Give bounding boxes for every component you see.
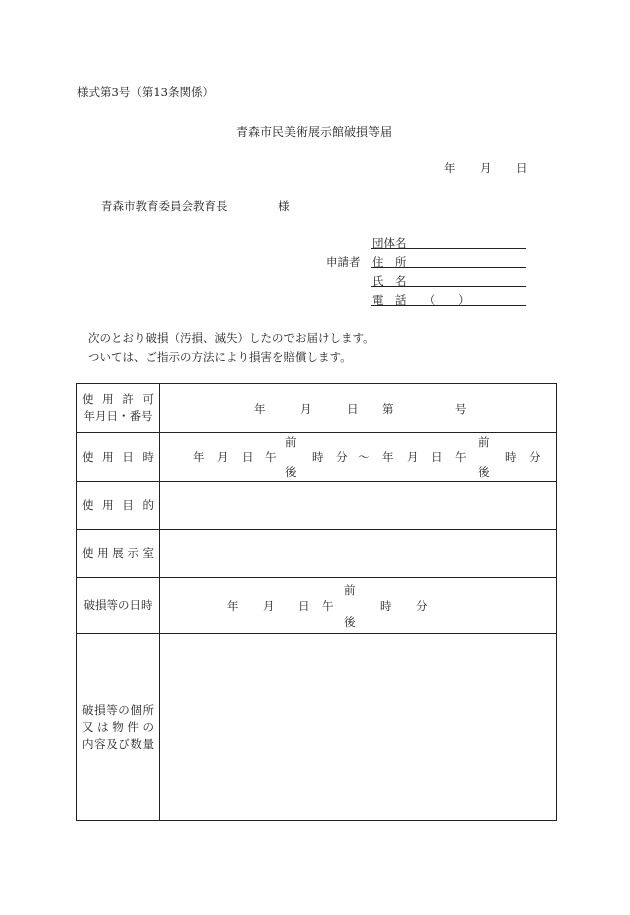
damage-time-label: 破損等の日時	[83, 598, 153, 612]
form-title: 青森市民美術展示館破損等届	[236, 125, 393, 139]
damage-time-value-cell[interactable]	[160, 578, 557, 634]
damage-time-row	[77, 578, 557, 634]
permit-dai: 第	[382, 402, 394, 416]
usage-day-2: 日	[431, 450, 443, 464]
address-label: 住 所	[372, 255, 407, 269]
form-number: 様式第3号（第13条関係）	[77, 85, 214, 99]
addressee-name: 青森市教育委員会教育長	[101, 199, 228, 213]
damage-report-table	[76, 383, 557, 821]
damage-month: 月	[263, 599, 275, 613]
phone-field[interactable]	[371, 305, 526, 306]
damage-day: 日	[298, 599, 310, 613]
details-label-line-1: 破損等の個所	[82, 702, 154, 717]
usage-time-row	[77, 433, 557, 482]
room-label: 使用展示室	[82, 546, 154, 560]
date-month-label: 月	[480, 161, 492, 175]
address-field[interactable]	[371, 267, 526, 268]
permit-row	[77, 384, 557, 433]
usage-time-label: 使用日時	[82, 449, 154, 464]
addressee-honorific: 様	[278, 199, 290, 213]
usage-pm-1: 後	[285, 465, 297, 479]
date-day-label: 日	[516, 161, 528, 175]
usage-hour-1: 時	[312, 450, 324, 464]
group-name-field[interactable]	[371, 248, 526, 249]
damage-year: 年	[227, 599, 239, 613]
usage-tilde: ～	[358, 450, 370, 464]
permit-label-line-1: 使用許可	[82, 392, 154, 406]
permit-day: 日	[347, 402, 359, 416]
details-value-cell[interactable]	[160, 634, 557, 821]
room-row	[77, 530, 557, 578]
applicant-label: 申請者	[326, 255, 361, 269]
purpose-row	[77, 482, 557, 530]
usage-pm-2: 後	[478, 465, 490, 479]
damage-minute: 分	[416, 599, 428, 613]
permit-label-cell	[77, 384, 160, 433]
room-value-cell[interactable]	[160, 530, 557, 578]
room-label-cell	[77, 530, 160, 578]
details-label-line-2: 又は物件の	[82, 719, 154, 734]
permit-gou: 号	[455, 402, 467, 416]
usage-time-label-cell	[77, 433, 160, 482]
usage-year-2: 年	[382, 450, 394, 464]
details-row	[77, 634, 557, 821]
damage-pm: 後	[344, 615, 356, 629]
damage-time-label-cell	[77, 578, 160, 634]
usage-am-1: 前	[285, 435, 297, 449]
statement-line-2: ついては、ご指示の方法により損害を賠償します。	[88, 350, 352, 364]
usage-hour-2: 時	[505, 450, 517, 464]
permit-month: 月	[300, 402, 312, 416]
usage-year-1: 年	[193, 450, 205, 464]
usage-time-value-cell[interactable]	[160, 433, 557, 482]
name-field[interactable]	[371, 286, 526, 287]
usage-day-1: 日	[242, 450, 254, 464]
usage-month-1: 月	[217, 450, 229, 464]
purpose-label-cell	[77, 482, 160, 530]
damage-hour: 時	[380, 599, 392, 613]
group-name-label: 団体名	[372, 236, 407, 250]
permit-value-cell[interactable]	[160, 384, 557, 433]
details-label-cell	[77, 634, 160, 821]
usage-go-2: 午	[455, 450, 467, 464]
phone-label: 電 話 （ ）	[372, 293, 470, 307]
statement-line-1: 次のとおり破損（汚損、滅失）したのでお届けします。	[88, 331, 375, 345]
damage-am: 前	[344, 583, 356, 597]
damage-go: 午	[322, 599, 334, 613]
purpose-value-cell[interactable]	[160, 482, 557, 530]
usage-month-2: 月	[407, 450, 419, 464]
name-label: 氏 名	[372, 274, 407, 288]
usage-am-2: 前	[478, 435, 490, 449]
date-year-label: 年	[444, 161, 456, 175]
purpose-label: 使用目的	[82, 498, 154, 512]
usage-minute-1: 分	[336, 450, 348, 464]
permit-label-line-2: 年月日・番号	[83, 409, 153, 423]
usage-go-1: 午	[265, 450, 277, 464]
details-label-line-3: 内容及び数量	[82, 736, 154, 751]
permit-year: 年	[254, 402, 266, 416]
usage-minute-2: 分	[529, 450, 541, 464]
